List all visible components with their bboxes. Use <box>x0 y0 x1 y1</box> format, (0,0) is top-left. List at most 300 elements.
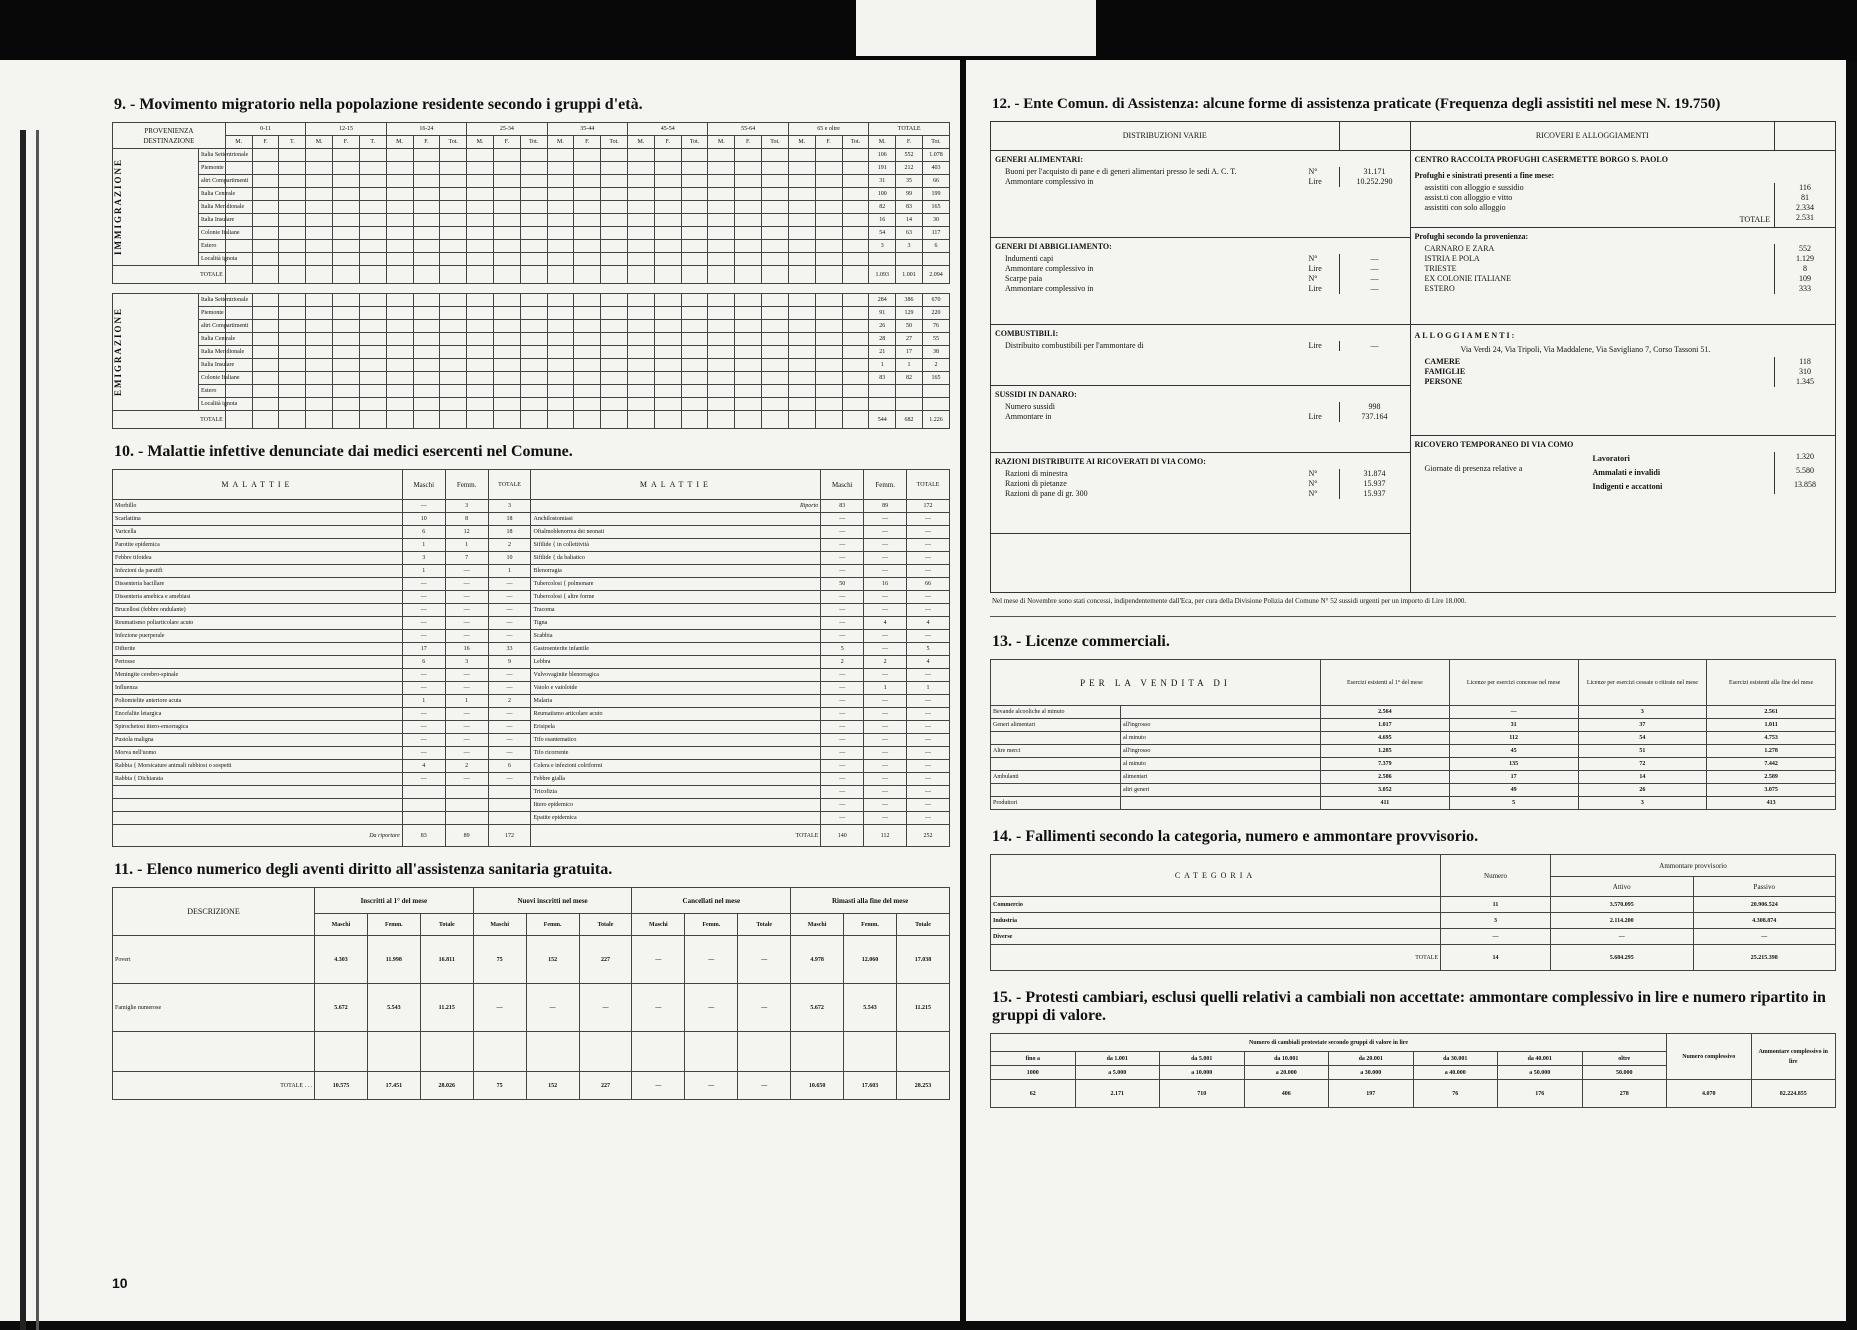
disease-value: — <box>488 721 531 734</box>
disease-value: — <box>821 565 864 578</box>
total-cell: 544 <box>869 411 896 429</box>
value-range-to: a 20.000 <box>1244 1066 1329 1080</box>
total-value: 25.215.398 <box>1693 945 1836 971</box>
disease-row <box>113 786 950 799</box>
blurred-cell <box>735 333 762 346</box>
origin-label: Estero <box>199 240 226 253</box>
group-total <box>1411 213 1835 227</box>
total-label: TOTALE <box>113 411 226 429</box>
blurred-cell <box>815 398 842 411</box>
blurred-cell <box>762 227 789 240</box>
disease-value: — <box>821 513 864 526</box>
alloggiamenti <box>1411 325 1835 436</box>
license-row <box>991 745 1836 758</box>
disease-value: — <box>821 552 864 565</box>
blurred-cell <box>306 201 333 214</box>
blurred-cell <box>628 333 655 346</box>
blurred-cell <box>681 253 708 266</box>
assist-group <box>991 151 1410 238</box>
migration-row <box>113 188 950 201</box>
disease-value: — <box>821 773 864 786</box>
blurred-cell <box>628 398 655 411</box>
blurred-cell <box>681 188 708 201</box>
blurred-cell <box>333 307 360 320</box>
blurred-cell <box>601 346 628 359</box>
total-cell: 1.093 <box>869 266 896 284</box>
disease-value: — <box>402 604 445 617</box>
blurred-cell <box>306 214 333 227</box>
license-value: 112 <box>1449 732 1578 745</box>
disease-value: — <box>402 669 445 682</box>
disease-value: — <box>907 552 950 565</box>
total-value: 75 <box>473 1072 526 1100</box>
sex-subheader: Totale <box>579 914 632 936</box>
total-value: 152 <box>526 1072 579 1100</box>
bankruptcy-table <box>990 854 1836 971</box>
total-cell: 2.094 <box>922 266 949 284</box>
distribuzioni-column <box>991 122 1411 592</box>
disease-name: Pustola maligna <box>113 734 403 747</box>
blurred-cell <box>413 411 440 429</box>
blurred-cell <box>842 188 869 201</box>
blurred-cell <box>493 307 520 320</box>
license-category <box>991 732 1121 745</box>
blurred-cell <box>628 266 655 284</box>
total-cell: 3 <box>896 240 923 253</box>
blurred-cell <box>788 253 815 266</box>
total-label: TOTALE <box>113 266 226 284</box>
blurred-cell <box>788 385 815 398</box>
item-text: Ammontare complessivo in <box>1005 264 1094 273</box>
left-page <box>0 60 960 1321</box>
blurred-cell <box>708 346 735 359</box>
blurred-cell <box>306 333 333 346</box>
blurred-cell <box>654 175 681 188</box>
blurred-cell <box>252 320 279 333</box>
total-cell: 1 <box>896 359 923 372</box>
blurred-cell <box>574 398 601 411</box>
value-range-from: da 1.001 <box>1075 1052 1160 1066</box>
license-subcategory <box>1121 706 1321 719</box>
ricovero-temporaneo <box>1411 436 1835 496</box>
group-heading: GENERI ALIMENTARI: <box>995 155 1084 164</box>
total-cell <box>869 385 896 398</box>
sex-subheader: Femm. <box>685 914 738 936</box>
blurred-cell <box>520 253 547 266</box>
h-malattie-1: MALATTIE <box>113 470 403 500</box>
blurred-cell <box>654 411 681 429</box>
disease-name: Colera e infezioni colriformi <box>531 760 821 773</box>
blurred-cell <box>735 149 762 162</box>
blurred-cell <box>574 346 601 359</box>
blurred-cell <box>815 227 842 240</box>
item-value: 118 <box>1774 357 1835 367</box>
disease-value: — <box>488 773 531 786</box>
h-categoria: CATEGORIA <box>991 855 1441 897</box>
disease-value: 1 <box>488 565 531 578</box>
disease-value: 6 <box>402 526 445 539</box>
blurred-cell <box>440 266 467 284</box>
h-nuovi: Nuovi inscritti nel mese <box>473 888 632 914</box>
blurred-cell <box>413 149 440 162</box>
blurred-cell <box>601 188 628 201</box>
blurred-cell <box>359 240 386 253</box>
blurred-cell <box>762 266 789 284</box>
blurred-cell <box>279 253 306 266</box>
empty-cell <box>896 1032 949 1072</box>
disease-value: — <box>821 812 864 825</box>
blurred-cell <box>815 411 842 429</box>
license-value: 37 <box>1578 719 1707 732</box>
disease-value: 33 <box>488 643 531 656</box>
sex-subheader: Tot. <box>762 136 789 149</box>
blurred-cell <box>493 201 520 214</box>
item-text: Ammalati e invalidi <box>1592 468 1661 477</box>
origin-label: Località ignota <box>199 253 226 266</box>
disease-value: — <box>402 721 445 734</box>
blurred-cell <box>601 411 628 429</box>
total-cell: 76 <box>922 320 949 333</box>
blurred-cell <box>842 162 869 175</box>
blurred-cell <box>279 411 306 429</box>
blurred-cell <box>574 188 601 201</box>
blurred-cell <box>815 359 842 372</box>
blurred-cell <box>788 240 815 253</box>
license-subcategory: all'ingrosso <box>1121 745 1321 758</box>
license-value: 2.561 <box>1707 706 1836 719</box>
item-value: 13.858 <box>1774 480 1835 494</box>
total-value: 28.253 <box>896 1072 949 1100</box>
disease-row <box>113 734 950 747</box>
blurred-cell <box>252 240 279 253</box>
blurred-cell <box>708 411 735 429</box>
bankruptcy-value: — <box>1693 929 1836 945</box>
row-label: Poveri <box>113 936 315 984</box>
blurred-cell <box>762 188 789 201</box>
assistance-row <box>113 936 950 984</box>
total-cell: 14 <box>896 214 923 227</box>
empty-cell <box>579 1032 632 1072</box>
disease-name: Parotite epidemica <box>113 539 403 552</box>
group-item <box>1589 480 1835 494</box>
blurred-cell <box>681 227 708 240</box>
total-cell <box>869 253 896 266</box>
blurred-cell <box>333 188 360 201</box>
h-femm-1: Femm. <box>445 470 488 500</box>
item-text: Razioni di pietanze <box>1005 479 1067 488</box>
blurred-cell <box>788 201 815 214</box>
disease-value: — <box>402 708 445 721</box>
total-cell: 3 <box>869 240 896 253</box>
blurred-cell <box>359 162 386 175</box>
blurred-cell <box>333 411 360 429</box>
license-value: 3.052 <box>1321 784 1450 797</box>
total-value: 10.650 <box>791 1072 844 1100</box>
h-attivo: Attivo <box>1551 877 1694 897</box>
blurred-cell <box>735 227 762 240</box>
disease-value: — <box>445 734 488 747</box>
total-cell: 66 <box>922 175 949 188</box>
blurred-cell <box>708 149 735 162</box>
disease-value: — <box>821 695 864 708</box>
total-cell: 82 <box>896 372 923 385</box>
disease-value: 3 <box>445 500 488 513</box>
row-value: 227 <box>579 936 632 984</box>
disease-value: — <box>907 526 950 539</box>
origin-label: Piemonte <box>199 162 226 175</box>
item-text: EX COLONIE ITALIANE <box>1424 274 1511 283</box>
blurred-cell <box>654 294 681 307</box>
origin-label: Estero <box>199 385 226 398</box>
disease-value: — <box>864 513 907 526</box>
item-value: 2.334 <box>1774 203 1835 213</box>
blurred-cell <box>654 266 681 284</box>
disease-name: Reumatismo poliarticolare acuto <box>113 617 403 630</box>
blurred-cell <box>252 411 279 429</box>
blurred-cell <box>252 372 279 385</box>
total-cell: 100 <box>869 188 896 201</box>
blurred-cell <box>654 227 681 240</box>
totale-value: 112 <box>864 825 907 847</box>
origin-label: Italia Meridionale <box>199 201 226 214</box>
protest-value: 710 <box>1160 1080 1245 1108</box>
group-item <box>1411 244 1835 254</box>
blurred-cell <box>413 307 440 320</box>
disease-value: 18 <box>488 526 531 539</box>
item-value: — <box>1339 274 1410 284</box>
blurred-cell <box>735 253 762 266</box>
blurred-cell <box>306 372 333 385</box>
disease-value: 1 <box>402 565 445 578</box>
migration-row <box>113 294 950 307</box>
blurred-cell <box>815 346 842 359</box>
group-heading: SUSSIDI IN DANARO: <box>995 390 1077 399</box>
blurred-cell <box>762 149 789 162</box>
disease-value: 16 <box>864 578 907 591</box>
blurred-cell <box>279 346 306 359</box>
disease-value: — <box>821 747 864 760</box>
page-number: 10 <box>112 1275 128 1291</box>
blurred-cell <box>842 266 869 284</box>
category-label: Diverse <box>991 929 1441 945</box>
license-category: Ambulanti <box>991 771 1121 784</box>
blurred-cell <box>762 333 789 346</box>
disease-value: — <box>445 747 488 760</box>
blurred-cell <box>788 227 815 240</box>
disease-value: 6 <box>488 760 531 773</box>
blurred-cell <box>762 307 789 320</box>
blurred-cell <box>628 149 655 162</box>
license-value: 2.586 <box>1321 771 1450 784</box>
disease-value: — <box>864 526 907 539</box>
disease-value: — <box>445 708 488 721</box>
value-range-from: da 30.001 <box>1413 1052 1498 1066</box>
blurred-cell <box>708 266 735 284</box>
blurred-cell <box>279 307 306 320</box>
side-label-text: EMIGRAZIONE <box>113 307 123 397</box>
blurred-cell <box>547 214 574 227</box>
item-text: assistiti con solo alloggio <box>1424 203 1506 212</box>
blurred-cell <box>708 385 735 398</box>
disease-row <box>113 760 950 773</box>
blurred-cell <box>306 320 333 333</box>
blurred-cell <box>493 411 520 429</box>
protest-value: 62 <box>991 1080 1076 1108</box>
assistance-block <box>990 121 1836 593</box>
disease-name: Varicella <box>113 526 403 539</box>
blurred-cell <box>815 240 842 253</box>
h-ammontare: Ammontare provvisorio <box>1551 855 1836 877</box>
blurred-cell <box>842 253 869 266</box>
sex-subheader: F. <box>252 136 279 149</box>
disease-value: — <box>821 669 864 682</box>
blurred-cell <box>815 307 842 320</box>
blurred-cell <box>681 333 708 346</box>
blurred-cell <box>493 294 520 307</box>
license-value: 7.379 <box>1321 758 1450 771</box>
blurred-cell <box>654 253 681 266</box>
blurred-cell <box>440 294 467 307</box>
blurred-cell <box>815 320 842 333</box>
blurred-cell <box>574 240 601 253</box>
blurred-cell <box>574 162 601 175</box>
disease-value: 3 <box>445 656 488 669</box>
blurred-cell <box>520 359 547 372</box>
blurred-cell <box>413 294 440 307</box>
total-cell <box>922 253 949 266</box>
total-cell: 670 <box>922 294 949 307</box>
empty-cell <box>844 1032 897 1072</box>
blurred-cell <box>762 214 789 227</box>
disease-value: — <box>907 734 950 747</box>
disease-value: — <box>402 630 445 643</box>
disease-name: Blenorragia <box>531 565 821 578</box>
blurred-cell <box>520 385 547 398</box>
disease-name: Tubercolosi { polmonare <box>531 578 821 591</box>
total-cell: 99 <box>896 188 923 201</box>
license-subcategory <box>1121 797 1321 810</box>
assist-group <box>1411 167 1835 228</box>
blurred-cell <box>628 240 655 253</box>
sex-subheader: Femm. <box>526 914 579 936</box>
item-unit: Lire <box>1308 284 1322 293</box>
blurred-cell <box>279 201 306 214</box>
total-label: TOTALE . . . <box>113 1072 315 1100</box>
disease-value: 5 <box>821 643 864 656</box>
blurred-cell <box>440 372 467 385</box>
blurred-cell <box>815 162 842 175</box>
group-item <box>991 274 1410 284</box>
empty-cell <box>113 812 403 825</box>
blurred-cell <box>467 385 494 398</box>
age-group-header: 55-64 <box>708 123 788 136</box>
disease-value: — <box>864 565 907 578</box>
blurred-cell <box>520 175 547 188</box>
total-value: 28.026 <box>420 1072 473 1100</box>
group-heading: Profughi secondo la provenienza: <box>1414 232 1529 241</box>
bankruptcy-total-row <box>991 945 1836 971</box>
blurred-cell <box>815 201 842 214</box>
blurred-cell <box>520 398 547 411</box>
license-value: — <box>1449 706 1578 719</box>
total-cell: 106 <box>869 149 896 162</box>
disease-value: 10 <box>488 552 531 565</box>
total-cell: 54 <box>869 227 896 240</box>
blurred-cell <box>413 175 440 188</box>
blurred-cell <box>735 266 762 284</box>
disease-name: Meningite cerebro-spinale <box>113 669 403 682</box>
blurred-cell <box>815 214 842 227</box>
blurred-cell <box>493 149 520 162</box>
item-value: 1.345 <box>1774 377 1835 387</box>
blurred-cell <box>574 149 601 162</box>
blurred-cell <box>467 162 494 175</box>
blurred-cell <box>762 240 789 253</box>
license-value: 3.075 <box>1707 784 1836 797</box>
disease-row <box>113 539 950 552</box>
assist-group <box>991 386 1410 453</box>
empty-cell <box>445 786 488 799</box>
blurred-cell <box>628 411 655 429</box>
group-item <box>991 479 1410 489</box>
blurred-cell <box>359 385 386 398</box>
blurred-cell <box>413 227 440 240</box>
bankruptcy-value: 3.570.095 <box>1551 897 1694 913</box>
license-value: 413 <box>1707 797 1836 810</box>
blurred-cell <box>735 162 762 175</box>
empty-cell <box>113 786 403 799</box>
blurred-cell <box>252 162 279 175</box>
total-value: — <box>738 1072 791 1100</box>
blurred-cell <box>628 346 655 359</box>
blurred-cell <box>654 214 681 227</box>
blurred-cell <box>601 359 628 372</box>
disease-value: — <box>402 734 445 747</box>
blurred-cell <box>574 307 601 320</box>
disease-value: — <box>907 747 950 760</box>
bankruptcy-value: 11 <box>1441 897 1551 913</box>
blurred-cell <box>788 372 815 385</box>
blurred-cell <box>842 240 869 253</box>
spacer-row <box>113 1032 950 1072</box>
blurred-cell <box>467 266 494 284</box>
total-value: — <box>685 1072 738 1100</box>
blurred-cell <box>413 333 440 346</box>
disease-value: 12 <box>445 526 488 539</box>
blurred-cell <box>279 188 306 201</box>
blurred-cell <box>815 333 842 346</box>
total-value: 17.451 <box>367 1072 420 1100</box>
total-cell: 2 <box>922 359 949 372</box>
riporto-value: 89 <box>864 500 907 513</box>
bankruptcy-value: — <box>1551 929 1694 945</box>
blurred-cell <box>252 214 279 227</box>
item-text: TRIESTE <box>1424 264 1457 273</box>
blurred-cell <box>225 266 252 284</box>
sex-subheader: Femm. <box>367 914 420 936</box>
blurred-cell <box>654 372 681 385</box>
blurred-cell <box>413 359 440 372</box>
row-value: 5.543 <box>367 984 420 1032</box>
blurred-cell <box>735 214 762 227</box>
group-heading: COMBUSTIBILI: <box>995 329 1059 338</box>
blurred-cell <box>547 240 574 253</box>
blurred-cell <box>601 372 628 385</box>
sex-subheader: M. <box>869 136 896 149</box>
disease-value: — <box>864 734 907 747</box>
protest-value: 76 <box>1413 1080 1498 1108</box>
disease-name: Morbillo <box>113 500 403 513</box>
